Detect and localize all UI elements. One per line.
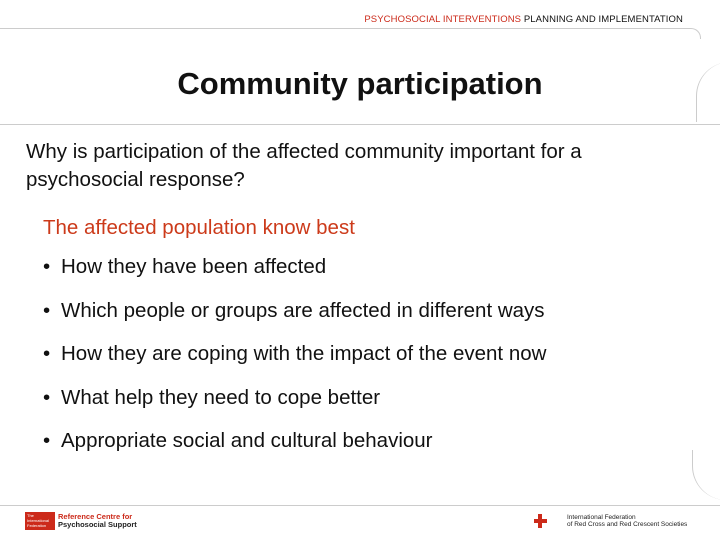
bullet-icon: • [43,298,51,322]
bullet-icon: • [43,385,51,409]
bullet-icon: • [43,429,51,452]
bullet-icon: • [43,342,51,365]
decorative-curve-bottom [692,450,720,500]
ifrc-logo [534,511,687,531]
reference-centre-logo [25,511,137,531]
bullet-list [43,255,546,473]
slide-header [0,14,683,25]
bullet-text: Which people or groups are affected in different ways [61,298,545,322]
bullet-text: How they have been affected [61,255,327,278]
reference-centre-line1: Reference Centre for [58,512,133,521]
ifrc-line1: International Federation [567,513,636,521]
list-item [43,429,546,473]
ifrc-text [567,514,687,529]
reference-centre-mark: The International Federation [25,512,55,530]
header-rest-text: PLANNING AND IMPLEMENTATION [521,14,683,25]
header-accent-text: PSYCHOSOCIAL INTERVENTIONS [364,14,522,25]
slide-title: Community participation [177,66,543,101]
footer-divider [0,505,720,506]
bullet-text: Appropriate social and cultural behaviour [61,429,433,452]
reference-centre-text [58,513,137,529]
header-divider [0,28,701,39]
list-item [43,386,546,430]
reference-centre-line2: Psychosocial Support [58,520,137,529]
question-text: Why is participation of the affected community important for a psychosocial response? [26,140,582,191]
bullet-icon: • [43,255,51,278]
title-divider [0,124,720,125]
list-item [43,255,546,299]
bullet-text: What help they need to cope better [61,385,381,409]
list-item [43,342,546,386]
red-cross-crescent-icon [534,513,564,529]
subheading: The affected population know best [43,216,355,239]
list-item [43,299,546,343]
bullet-text: How they are coping with the impact of the event now [61,342,547,365]
ifrc-line2: of Red Cross and Red Crescent Societies [567,521,688,528]
